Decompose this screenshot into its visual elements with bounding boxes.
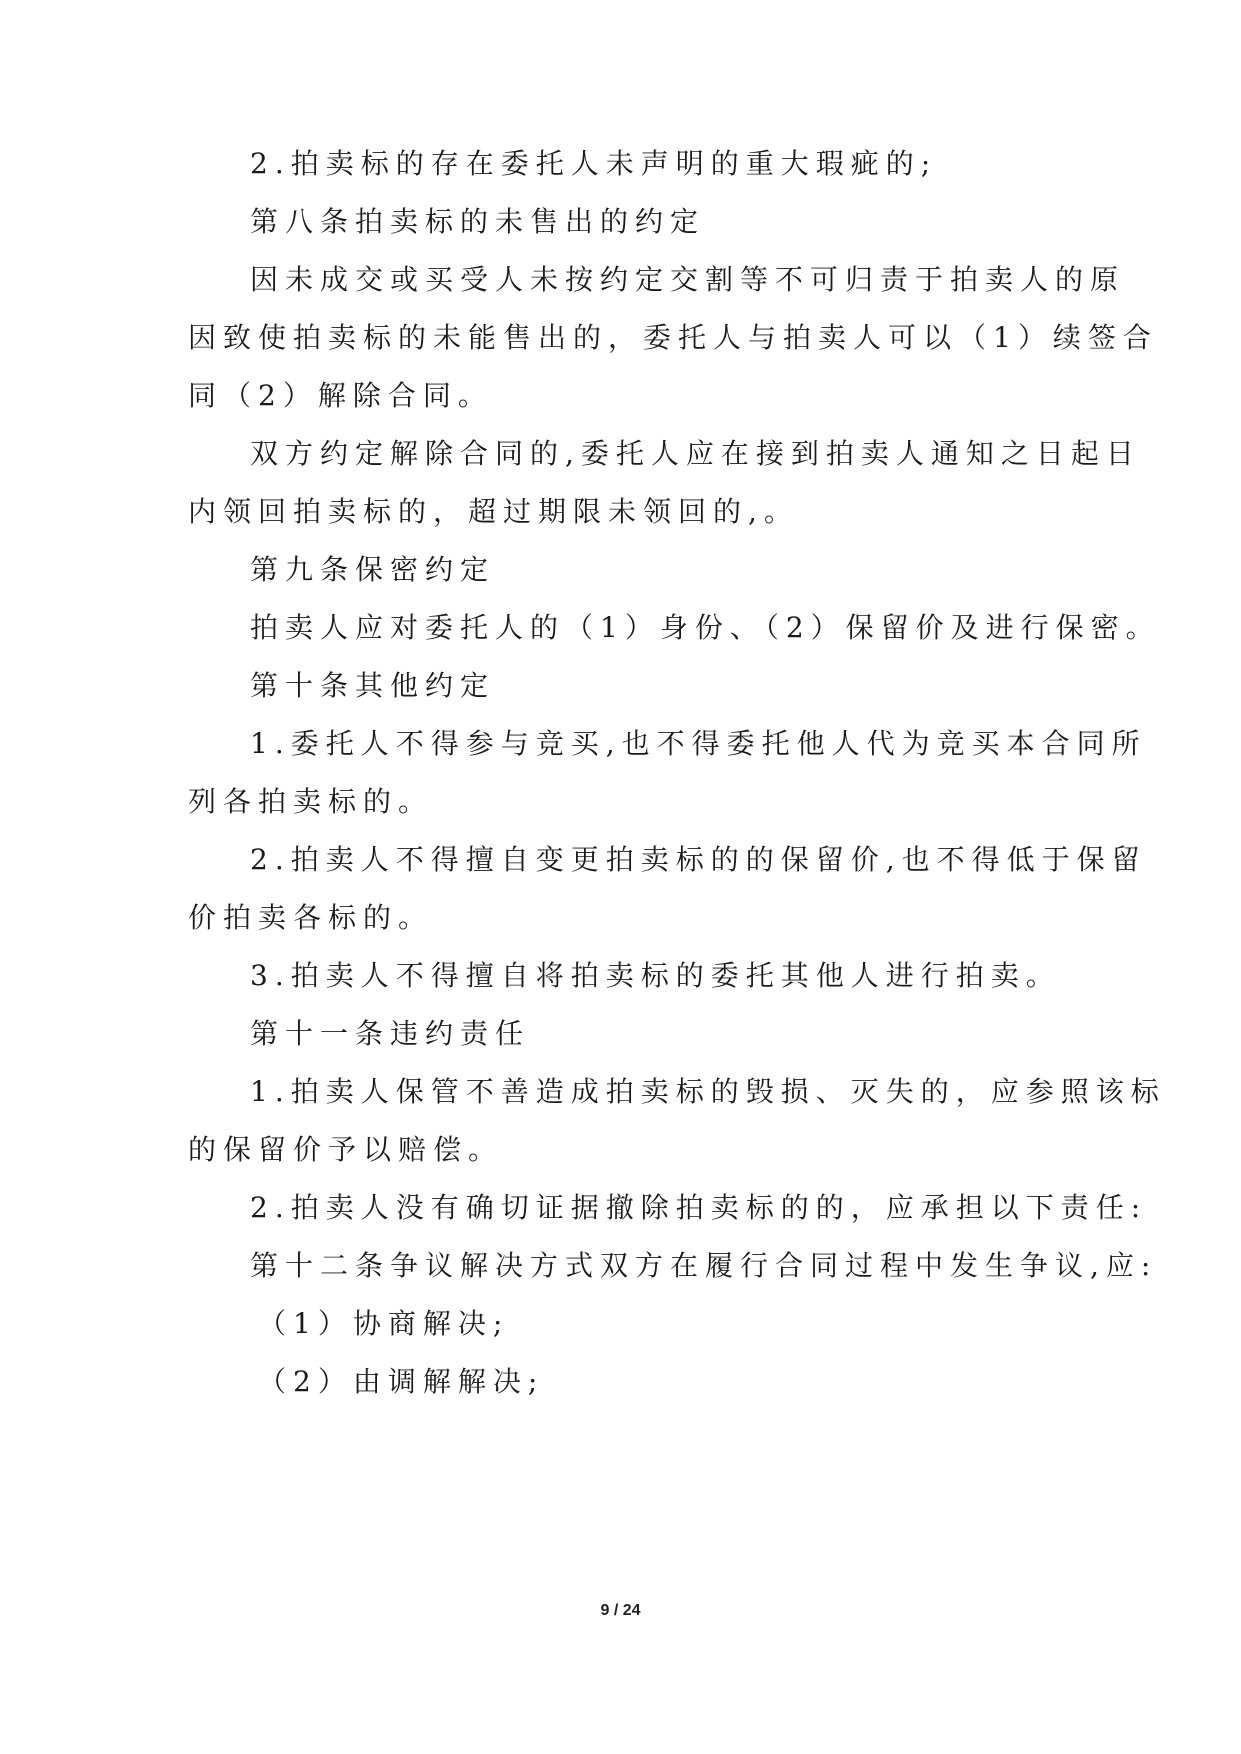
text-line: 3.拍卖人不得擅自将拍卖标的委托其他人进行拍卖。 bbox=[250, 959, 1061, 992]
list-item: （1）协商解决; bbox=[258, 1307, 510, 1340]
text-line: 因致使拍卖标的未能售出的，委托人与拍卖人可以（1）续签合 bbox=[188, 321, 1158, 354]
text-line: 内领回拍卖标的，超过期限未领回的,。 bbox=[188, 495, 799, 528]
text-line: 因未成交或买受人未按约定交割等不可归责于拍卖人的原 bbox=[250, 263, 1126, 296]
text-line: 2.拍卖人不得擅自变更拍卖标的的保留价,也不得低于保留 bbox=[250, 843, 1147, 876]
text-line: 2.拍卖标的存在委托人未声明的重大瑕疵的; bbox=[250, 147, 938, 180]
section-heading: 第十二条争议解决方式双方在履行合同过程中发生争议,应: bbox=[250, 1249, 1158, 1282]
text-line: 1.拍卖人保管不善造成拍卖标的毁损、灭失的，应参照该标 bbox=[250, 1075, 1166, 1108]
text-line: 的保留价予以赔偿。 bbox=[188, 1133, 504, 1166]
text-line: 1.委托人不得参与竞买,也不得委托他人代为竞买本合同所 bbox=[250, 727, 1147, 760]
text-line: 价拍卖各标的。 bbox=[188, 901, 434, 934]
text-line: 双方约定解除合同的,委托人应在接到拍卖人通知之日起日 bbox=[250, 437, 1141, 470]
text-line: 同（2）解除合同。 bbox=[188, 379, 493, 412]
text-line: 列各拍卖标的。 bbox=[188, 785, 434, 818]
text-line: 拍卖人应对委托人的（1）身份、（2）保留价及进行保密。 bbox=[250, 611, 1161, 644]
page-number: 9 / 24 bbox=[600, 1602, 641, 1619]
section-heading: 第八条拍卖标的未售出的约定 bbox=[250, 205, 706, 238]
text-line: 2.拍卖人没有确切证据撤除拍卖标的的，应承担以下责任: bbox=[250, 1191, 1148, 1224]
section-heading: 第十一条违约责任 bbox=[250, 1017, 531, 1050]
section-heading: 第十条其他约定 bbox=[250, 669, 496, 702]
list-item: （2）由调解解决; bbox=[258, 1365, 545, 1398]
section-heading: 第九条保密约定 bbox=[250, 553, 496, 586]
